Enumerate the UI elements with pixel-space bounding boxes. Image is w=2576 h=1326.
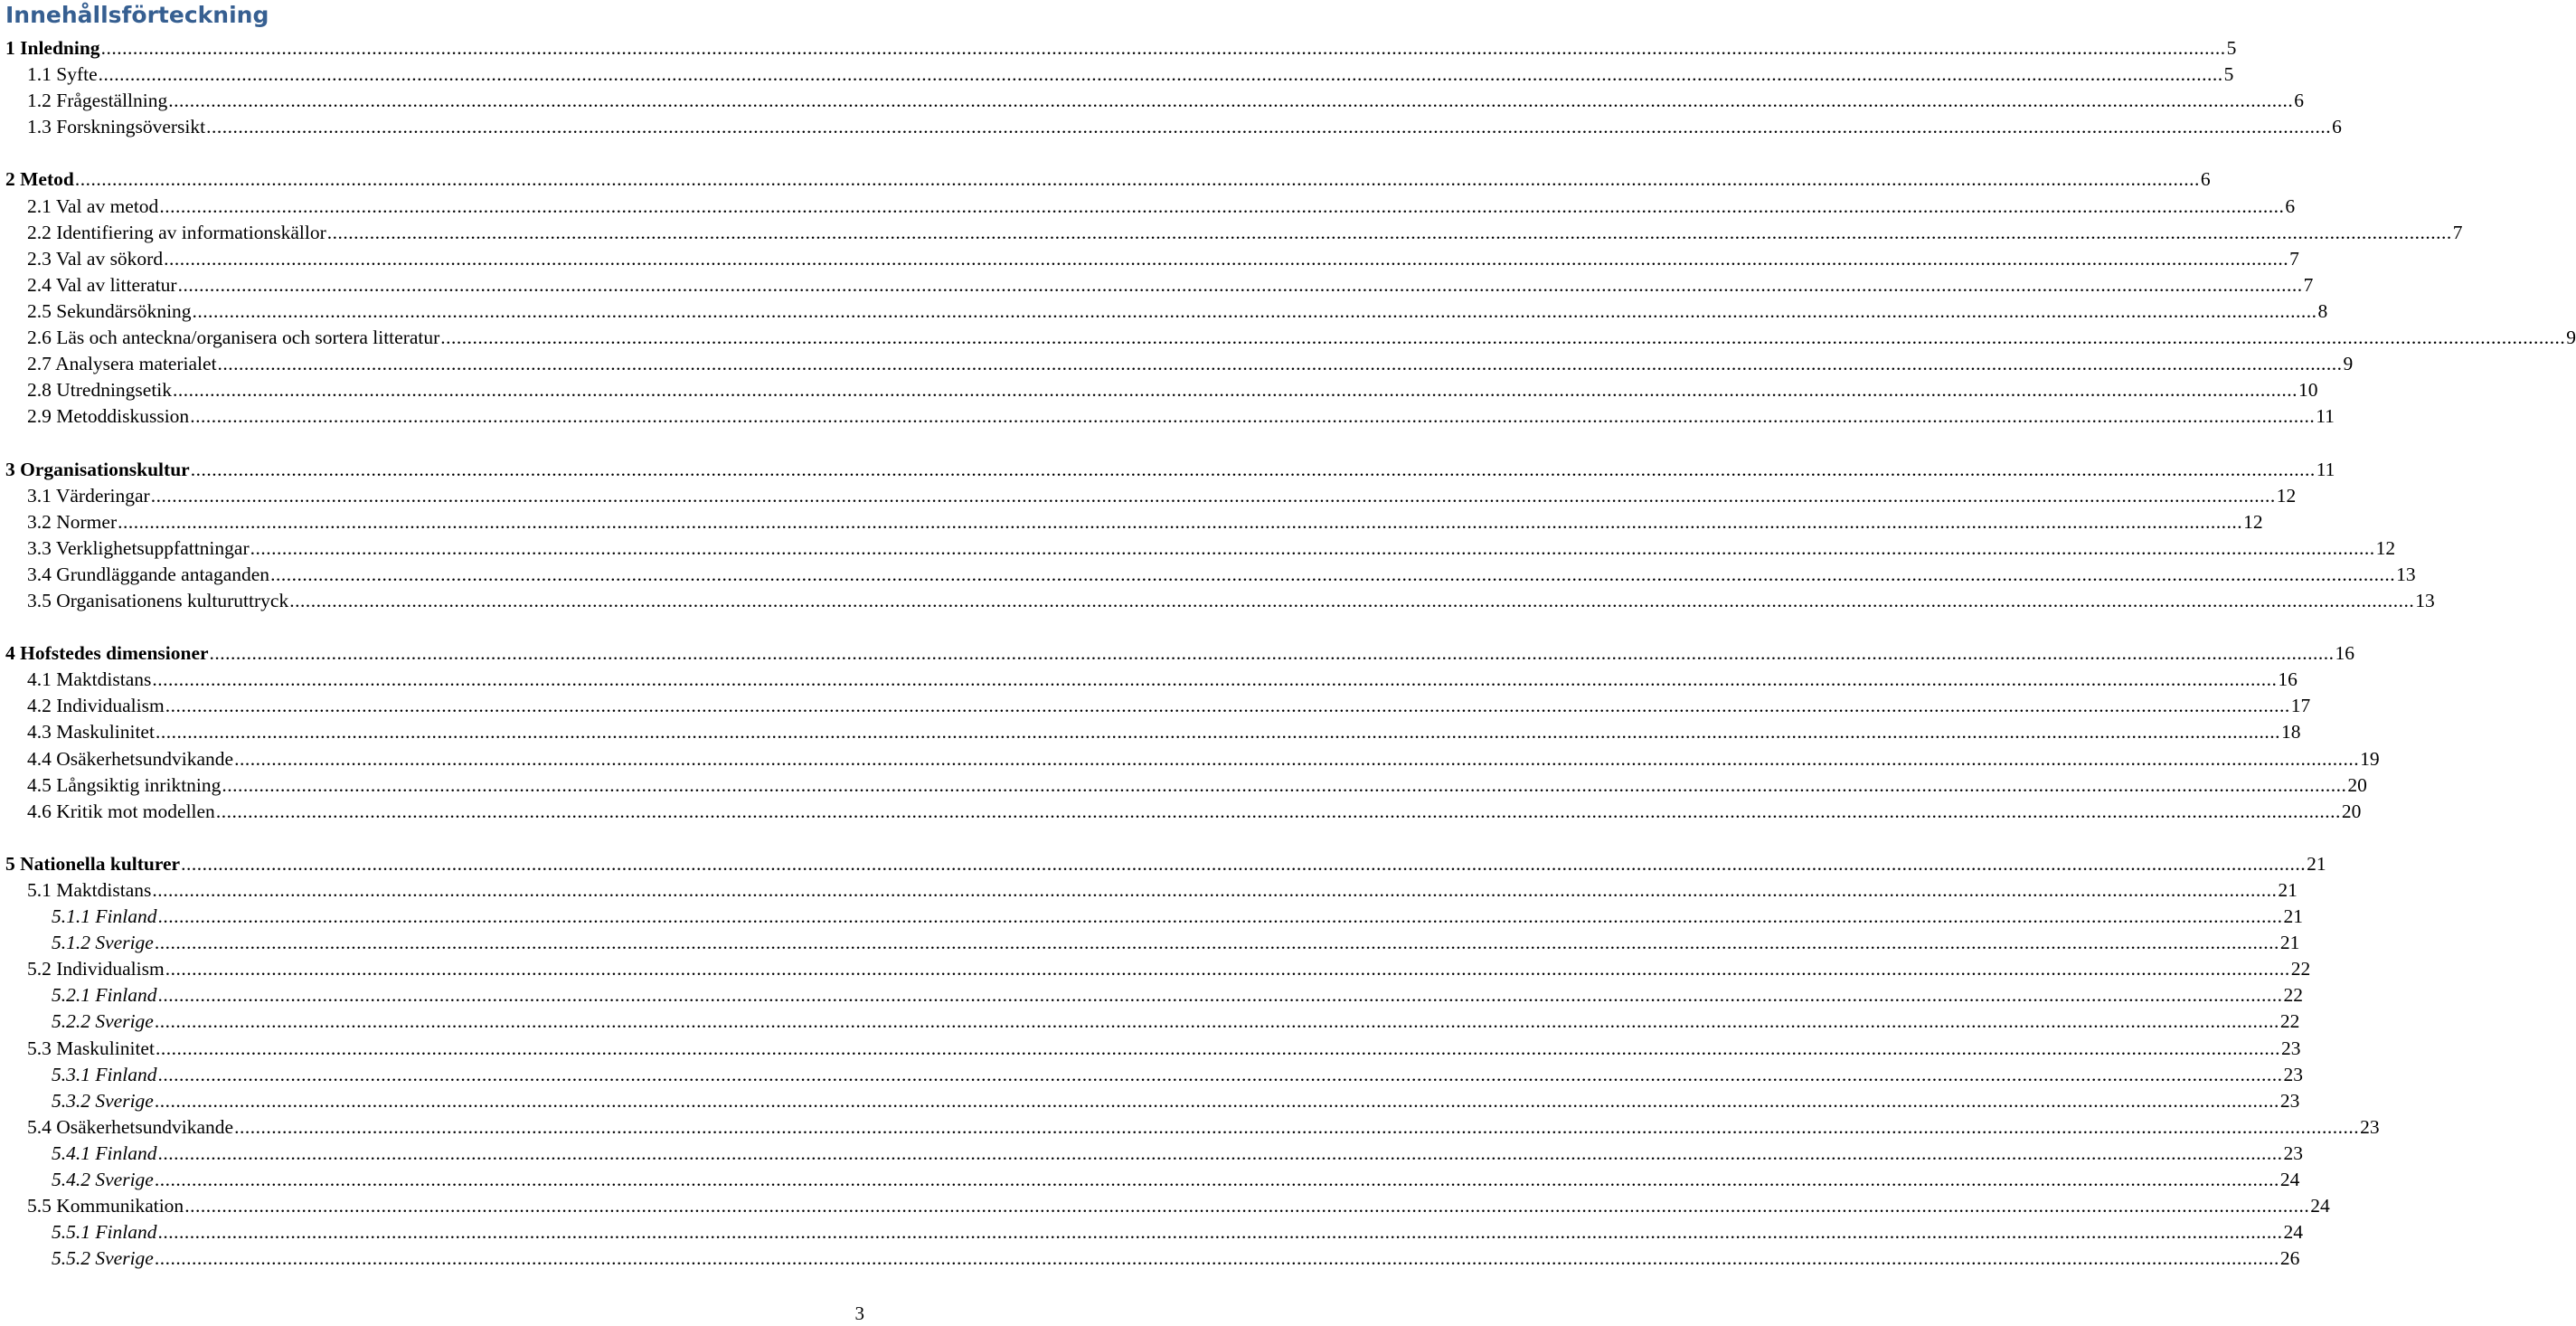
toc-entry-label: 2.8 Utredningsetik	[27, 379, 173, 402]
toc-entry-label: 4.3 Maskulinitet	[27, 721, 155, 744]
toc-entry[interactable]	[5, 325, 2576, 351]
toc-entry-page: 9	[2566, 327, 2576, 349]
toc-entry-page: 16	[2335, 642, 2355, 665]
toc-dot-leader: ................................................................................................................................................................................................................................................................................................................................................................................................................	[155, 1037, 2280, 1059]
toc-entry-page: 12	[2276, 484, 2297, 507]
toc-entry-page: 21	[2307, 852, 2326, 875]
toc-entry[interactable]	[5, 1114, 2380, 1141]
toc-entry-page: 21	[2283, 905, 2303, 928]
toc-entry-label: 4.6 Kritik mot modellen	[27, 800, 215, 822]
toc-dot-leader: ................................................................................................................................................................................................................................................................................................................................................................................................................	[157, 984, 2283, 1007]
toc-dot-leader: ................................................................................................................................................................................................................................................................................................................................................................................................................	[289, 589, 2415, 611]
toc-dot-leader: ................................................................................................................................................................................................................................................................................................................................................................................................................	[157, 1063, 2283, 1085]
toc-entry[interactable]	[5, 114, 2342, 140]
toc-entry-page: 24	[2279, 1169, 2300, 1191]
toc-dot-leader: ................................................................................................................................................................................................................................................................................................................................................................................................................	[150, 484, 2276, 507]
toc-entry-page: 5	[2223, 63, 2234, 86]
toc-entry[interactable]	[5, 1088, 2300, 1114]
toc-dot-leader: ................................................................................................................................................................................................................................................................................................................................................................................................................	[159, 194, 2285, 217]
toc-entry-page: 24	[2283, 1221, 2303, 1244]
toc-entry-page: 19	[2360, 747, 2380, 770]
toc-entry-label: 5.5.1 Finland	[52, 1221, 157, 1244]
toc-entry-page: 16	[2278, 668, 2298, 691]
toc-dot-leader: ................................................................................................................................................................................................................................................................................................................................................................................................................	[215, 800, 2341, 822]
toc-entry[interactable]	[5, 1009, 2300, 1035]
toc-entry[interactable]	[5, 62, 2234, 88]
toc-entry-page: 20	[2347, 773, 2367, 796]
toc-entry-page: 5	[2226, 37, 2237, 59]
toc-entry[interactable]	[5, 1193, 2330, 1219]
toc-entry-page: 26	[2279, 1247, 2300, 1270]
toc-entry-page: 23	[2283, 1063, 2303, 1085]
toc-dot-leader: ................................................................................................................................................................................................................................................................................................................................................................................................................	[209, 642, 2335, 665]
toc-entry-page: 21	[2278, 879, 2298, 901]
toc-entry[interactable]	[5, 982, 2303, 1009]
toc-entry-label: 5.2 Individualism	[27, 958, 165, 980]
toc-dot-leader: ................................................................................................................................................................................................................................................................................................................................................................................................................	[154, 1247, 2279, 1270]
toc-entry[interactable]	[5, 693, 2311, 719]
toc-entry-page: 6	[2332, 116, 2342, 138]
toc-entry[interactable]	[5, 194, 2296, 220]
toc-entry-label: 5.4 Osäkerhetsundvikande	[27, 1115, 234, 1138]
toc-entry-label: 5.2.1 Finland	[52, 984, 157, 1007]
toc-entry-page: 23	[2279, 1089, 2300, 1112]
toc-entry[interactable]	[5, 298, 2328, 325]
toc-entry[interactable]	[5, 166, 2211, 193]
toc-entry-page: 23	[2360, 1115, 2380, 1138]
toc-entry-label: 2 Metod	[5, 168, 74, 191]
toc-dot-leader: ................................................................................................................................................................................................................................................................................................................................................................................................................	[168, 90, 2294, 112]
toc-entry-page: 13	[2396, 563, 2416, 585]
toc-entry-label: 3.3 Verklighetsuppfattningar	[27, 536, 250, 559]
toc-title: Innehållsförteckning	[5, 2, 269, 28]
toc-entry-page: 23	[2283, 1141, 2303, 1164]
toc-dot-leader: ................................................................................................................................................................................................................................................................................................................................................................................................................	[165, 958, 2290, 980]
toc-entry[interactable]	[5, 930, 2300, 956]
toc-entry-label: 5.2.2 Sverige	[52, 1010, 154, 1033]
toc-entry[interactable]	[5, 588, 2435, 614]
toc-entry-page: 11	[2316, 405, 2335, 428]
toc-entry-label: 5.3.1 Finland	[52, 1063, 157, 1085]
toc-dot-leader: ................................................................................................................................................................................................................................................................................................................................................................................................................	[190, 405, 2316, 428]
toc-dot-leader: ................................................................................................................................................................................................................................................................................................................................................................................................................	[250, 536, 2375, 559]
toc-entry-label: 2.7 Analysera materialet	[27, 353, 217, 375]
toc-entry-page: 6	[2285, 194, 2296, 217]
toc-dot-leader: ................................................................................................................................................................................................................................................................................................................................................................................................................	[234, 1115, 2360, 1138]
toc-dot-leader: ................................................................................................................................................................................................................................................................................................................................................................................................................	[177, 273, 2303, 296]
toc-entry-label: 1.2 Frågeställning	[27, 90, 168, 112]
toc-entry[interactable]	[5, 562, 2416, 588]
toc-dot-leader: ................................................................................................................................................................................................................................................................................................................................................................................................................	[164, 247, 2289, 270]
toc-entry-page: 24	[2310, 1195, 2330, 1217]
toc-entry[interactable]	[5, 746, 2380, 772]
toc-dot-leader: ................................................................................................................................................................................................................................................................................................................................................................................................................	[118, 510, 2243, 533]
toc-entry[interactable]	[5, 88, 2305, 114]
toc-entry-page: 21	[2279, 932, 2300, 954]
toc-entry-page: 22	[2279, 1010, 2300, 1033]
toc-entry-label: 2.5 Sekundärsökning	[27, 299, 192, 322]
toc-entry[interactable]	[5, 1219, 2303, 1245]
toc-entry-label: 5 Nationella kulturer	[5, 852, 181, 875]
table-of-contents	[5, 35, 2576, 1272]
toc-entry-label: 2.6 Läs och anteckna/organisera och sortera litteratur	[27, 327, 440, 349]
toc-entry-label: 2.4 Val av litteratur	[27, 273, 177, 296]
toc-entry-page: 10	[2298, 379, 2318, 402]
toc-dot-leader: ................................................................................................................................................................................................................................................................................................................................................................................................................	[173, 379, 2298, 402]
toc-entry[interactable]	[5, 509, 2263, 535]
toc-entry[interactable]	[5, 35, 2237, 62]
toc-dot-leader: ................................................................................................................................................................................................................................................................................................................................................................................................................	[270, 563, 2396, 585]
toc-dot-leader: ................................................................................................................................................................................................................................................................................................................................................................................................................	[154, 932, 2279, 954]
toc-entry[interactable]	[5, 272, 2314, 298]
toc-dot-leader: ................................................................................................................................................................................................................................................................................................................................................................................................................	[154, 1089, 2279, 1112]
toc-entry-label: 3.4 Grundläggande antaganden	[27, 563, 270, 585]
toc-entry[interactable]	[5, 351, 2354, 377]
toc-dot-leader: ................................................................................................................................................................................................................................................................................................................................................................................................................	[157, 1141, 2283, 1164]
toc-entry-label: 3.2 Normer	[27, 510, 118, 533]
toc-entry-label: 5.1.1 Finland	[52, 905, 157, 928]
toc-dot-leader: ................................................................................................................................................................................................................................................................................................................................................................................................................	[157, 905, 2283, 928]
toc-entry-label: 3 Organisationskultur	[5, 458, 190, 480]
toc-dot-leader: ................................................................................................................................................................................................................................................................................................................................................................................................................	[154, 1010, 2279, 1033]
toc-entry-page: 22	[2283, 984, 2303, 1007]
toc-entry-label: 5.3.2 Sverige	[52, 1089, 154, 1112]
toc-entry-label: 5.1.2 Sverige	[52, 932, 154, 954]
toc-entry-page: 13	[2415, 589, 2435, 611]
toc-entry-label: 1.3 Forskningsöversikt	[27, 116, 206, 138]
toc-entry[interactable]	[5, 1245, 2300, 1272]
toc-entry[interactable]	[5, 457, 2335, 483]
toc-dot-leader: ................................................................................................................................................................................................................................................................................................................................................................................................................	[206, 116, 2332, 138]
toc-dot-leader: ................................................................................................................................................................................................................................................................................................................................................................................................................	[440, 327, 2566, 349]
toc-entry[interactable]	[5, 483, 2297, 509]
toc-dot-leader: ................................................................................................................................................................................................................................................................................................................................................................................................................	[155, 721, 2280, 744]
page-number: 3	[854, 1302, 864, 1324]
toc-entry[interactable]	[5, 640, 2355, 667]
toc-entry-label: 4.4 Osäkerhetsundvikande	[27, 747, 234, 770]
toc-entry[interactable]	[5, 535, 2396, 562]
toc-dot-leader: ................................................................................................................................................................................................................................................................................................................................................................................................................	[152, 668, 2278, 691]
toc-dot-leader: ................................................................................................................................................................................................................................................................................................................................................................................................................	[98, 63, 2223, 86]
toc-entry-page: 12	[2243, 510, 2263, 533]
toc-entry-label: 4.5 Långsiktig inriktning	[27, 773, 222, 796]
toc-entry[interactable]	[5, 772, 2367, 799]
toc-entry-page: 23	[2280, 1037, 2301, 1059]
toc-entry-page: 7	[2289, 247, 2299, 270]
toc-entry[interactable]	[5, 719, 2301, 745]
toc-entry-page: 20	[2341, 800, 2362, 822]
toc-entry-page: 7	[2452, 221, 2463, 243]
toc-entry-label: 1 Inledning	[5, 37, 100, 59]
toc-entry[interactable]	[5, 246, 2299, 272]
toc-dot-leader: ................................................................................................................................................................................................................................................................................................................................................................................................................	[222, 773, 2347, 796]
toc-entry-label: 5.5.2 Sverige	[52, 1247, 154, 1270]
toc-entry-page: 11	[2316, 458, 2335, 480]
toc-dot-leader: ................................................................................................................................................................................................................................................................................................................................................................................................................	[192, 299, 2317, 322]
toc-entry[interactable]	[5, 220, 2463, 246]
toc-entry[interactable]	[5, 1141, 2303, 1167]
toc-entry-label: 5.4.1 Finland	[52, 1141, 157, 1164]
toc-entry-page: 12	[2375, 536, 2396, 559]
toc-entry-label: 4.2 Individualism	[27, 695, 165, 717]
toc-entry[interactable]	[5, 1036, 2301, 1062]
toc-dot-leader: ................................................................................................................................................................................................................................................................................................................................................................................................................	[326, 221, 2452, 243]
toc-entry[interactable]	[5, 904, 2303, 930]
toc-dot-leader: ................................................................................................................................................................................................................................................................................................................................................................................................................	[152, 879, 2278, 901]
toc-entry-label: 4 Hofstedes dimensioner	[5, 642, 209, 665]
toc-entry-page: 22	[2290, 958, 2311, 980]
toc-entry[interactable]	[5, 377, 2318, 403]
toc-dot-leader: ................................................................................................................................................................................................................................................................................................................................................................................................................	[74, 168, 2200, 191]
toc-entry[interactable]	[5, 851, 2326, 877]
toc-entry-page: 9	[2343, 353, 2354, 375]
toc-dot-leader: ................................................................................................................................................................................................................................................................................................................................................................................................................	[234, 747, 2360, 770]
toc-entry-label: 2.1 Val av metod	[27, 194, 159, 217]
toc-dot-leader: ................................................................................................................................................................................................................................................................................................................................................................................................................	[184, 1195, 2310, 1217]
toc-dot-leader: ................................................................................................................................................................................................................................................................................................................................................................................................................	[154, 1169, 2279, 1191]
toc-entry[interactable]	[5, 799, 2362, 825]
toc-dot-leader: ................................................................................................................................................................................................................................................................................................................................................................................................................	[157, 1221, 2283, 1244]
toc-dot-leader: ................................................................................................................................................................................................................................................................................................................................................................................................................	[100, 37, 2226, 59]
toc-entry-page: 8	[2317, 299, 2328, 322]
toc-entry-label: 2.9 Metoddiskussion	[27, 405, 190, 428]
toc-entry-label: 3.1 Värderingar	[27, 484, 150, 507]
toc-entry-label: 4.1 Maktdistans	[27, 668, 152, 691]
toc-dot-leader: ................................................................................................................................................................................................................................................................................................................................................................................................................	[165, 695, 2290, 717]
toc-entry-label: 5.3 Maskulinitet	[27, 1037, 155, 1059]
toc-entry-page: 6	[2200, 168, 2211, 191]
toc-entry-label: 5.4.2 Sverige	[52, 1169, 154, 1191]
toc-entry[interactable]	[5, 877, 2298, 904]
toc-entry[interactable]	[5, 1062, 2303, 1088]
toc-dot-leader: ................................................................................................................................................................................................................................................................................................................................................................................................................	[217, 353, 2343, 375]
toc-entry[interactable]	[5, 956, 2311, 982]
toc-entry-page: 17	[2290, 695, 2311, 717]
toc-dot-leader: ................................................................................................................................................................................................................................................................................................................................................................................................................	[181, 852, 2307, 875]
toc-entry-label: 5.1 Maktdistans	[27, 879, 152, 901]
toc-entry-label: 2.2 Identifiering av informationskällor	[27, 221, 326, 243]
toc-entry-label: 2.3 Val av sökord	[27, 247, 164, 270]
toc-entry[interactable]	[5, 403, 2335, 430]
toc-entry[interactable]	[5, 1167, 2300, 1193]
toc-entry-page: 7	[2303, 273, 2314, 296]
toc-entry-label: 3.5 Organisationens kulturuttryck	[27, 589, 289, 611]
toc-entry-page: 6	[2294, 90, 2305, 112]
toc-entry-label: 1.1 Syfte	[27, 63, 98, 86]
toc-entry-page: 18	[2280, 721, 2301, 744]
toc-entry[interactable]	[5, 667, 2298, 693]
toc-dot-leader: ................................................................................................................................................................................................................................................................................................................................................................................................................	[190, 458, 2316, 480]
toc-entry-label: 5.5 Kommunikation	[27, 1195, 184, 1217]
